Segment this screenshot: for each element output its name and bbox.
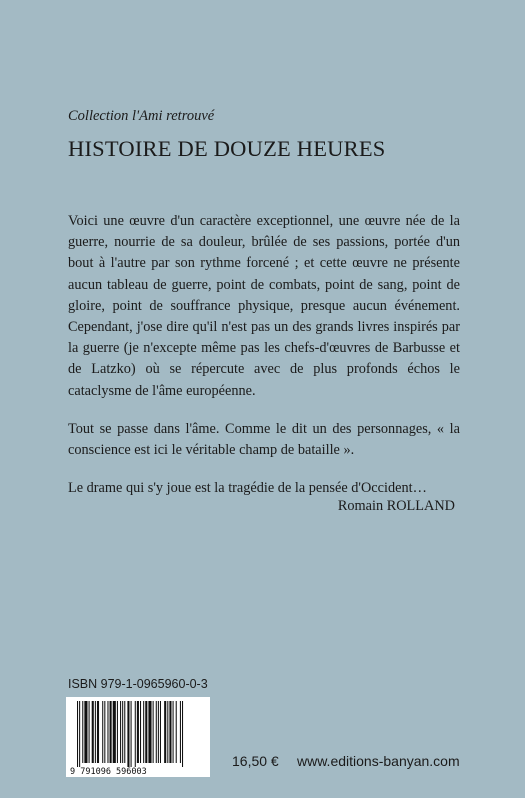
- barcode-bar: [82, 701, 83, 763]
- barcode-bar: [143, 701, 144, 763]
- publisher-website: www.editions-banyan.com: [297, 753, 460, 769]
- blurb-paragraph-3: Le drame qui s'y joue est la tragédie de la pensée d'Occident…: [68, 480, 427, 497]
- barcode-bar: [158, 701, 159, 763]
- isbn-number: ISBN 979-1-0965960-0-3: [68, 677, 208, 691]
- barcode-bar: [122, 701, 123, 763]
- barcode-bar: [120, 701, 121, 763]
- barcode-bar: [97, 701, 99, 763]
- barcode-bar: [145, 701, 147, 763]
- barcode-bar: [124, 701, 125, 763]
- barcode-bar: [135, 701, 136, 767]
- barcode-bar: [137, 701, 139, 763]
- barcode-bar: [180, 701, 181, 763]
- barcode-bar: [77, 701, 78, 767]
- barcode-bar: [167, 701, 168, 763]
- barcode-bar: [156, 701, 157, 763]
- blurb-paragraph-2: Tout se passe dans l'âme. Comme le dit un des personnages, « la conscience est ici le véritable champ de bataille ».: [68, 420, 460, 459]
- barcode-digits: 9 791096 596003: [70, 767, 147, 777]
- barcode: [66, 697, 210, 777]
- barcode-bar: [153, 701, 154, 763]
- barcode-image: [66, 697, 210, 777]
- barcode-bar: [182, 701, 183, 767]
- barcode-bar: [84, 701, 87, 763]
- barcode-bar: [95, 701, 96, 763]
- barcode-bar: [113, 701, 116, 763]
- barcode-bar: [92, 701, 94, 763]
- barcode-bar: [102, 701, 103, 763]
- barcode-bar: [107, 701, 108, 763]
- author-signature: Romain ROLLAND: [337, 498, 455, 514]
- blurb-paragraph-1: Voici une œuvre d'un caractère exceptionnel, une œuvre née de la guerre, nourrie de sa douleur, brûlée de ses passions, portée d'un bout à l'autre par son rythme forcené ; et cette œuvre ne présente aucun tableau de guerre, point de combats, point de sang, point de gloire, point de souffrance physique, presque aucun événement. Cependant, j'ose dire qu'il n'est pas un des grands livres inspirés par la guerre (je n'excepte même pas les chefs-d'œuvres de Barbusse et de Latzko) où se répercute avec de plus profonds échos le cataclysme de l'âme européenne.: [68, 213, 460, 399]
- price-label: 16,50 €: [232, 753, 279, 769]
- barcode-bar: [173, 701, 174, 763]
- blurb-text: [68, 211, 460, 499]
- barcode-bar: [131, 701, 132, 767]
- barcode-bar: [110, 701, 112, 763]
- collection-name: Collection l'Ami retrouvé: [68, 108, 215, 124]
- barcode-bar: [164, 701, 166, 763]
- barcode-bar: [176, 701, 177, 763]
- barcode-bar: [148, 701, 151, 763]
- barcode-bar: [104, 701, 105, 763]
- barcode-bar: [79, 701, 80, 767]
- barcode-bar: [140, 701, 141, 763]
- book-title: HISTOIRE DE DOUZE HEURES: [68, 136, 386, 161]
- barcode-bar: [127, 701, 129, 767]
- barcode-bar: [169, 701, 171, 763]
- barcode-bar: [160, 701, 161, 763]
- barcode-bar: [89, 701, 90, 763]
- barcode-bar: [117, 701, 118, 763]
